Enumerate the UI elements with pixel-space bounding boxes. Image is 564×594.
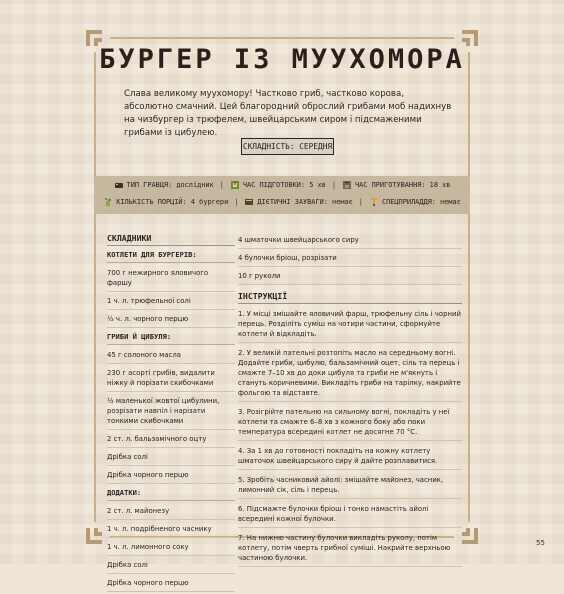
info-dietary-label: ДІЄТИЧНІ ЗАУВАГИ: немає (257, 198, 353, 206)
tools-icon (369, 197, 379, 207)
ingredient-item: 700 г нежирного яловичого фаршу (107, 266, 235, 292)
ingredient-item: Дрібка чорного перцю (107, 468, 235, 484)
info-separator: | (358, 198, 363, 206)
info-prep-time-label: ЧАС ПІДГОТОВКИ: 5 хв (242, 181, 326, 189)
info-row-1 (94, 180, 470, 190)
frame-top-line (110, 37, 454, 39)
servings-icon (103, 197, 113, 207)
info-separator: | (234, 198, 239, 206)
ingredient-item: Дрібка солі (107, 450, 235, 466)
instructions-heading: ІНСТРУКЦІЇ (238, 291, 462, 304)
info-servings (103, 197, 228, 207)
info-gamer-type-label: ТИП ГРАВЦЯ: дослідник (126, 181, 214, 189)
ingredient-item: Дрібка чорного перцю (107, 576, 235, 592)
ingredient-item: ½ ч. л. чорного перцю (107, 312, 235, 328)
ingredient-item: 230 г асорті грибів, видалити ніжку й порізати скибочками (107, 366, 235, 392)
info-tools (369, 197, 461, 207)
instruction-step: 7. На нижню частину булочки викладіть руколу, потім котлету, потім чверть грибної суміші. Накрийте верхньою частиною булочки. (238, 532, 462, 567)
info-separator: | (219, 181, 224, 189)
info-dietary (244, 197, 352, 207)
info-separator: | (331, 181, 336, 189)
ingredient-item: 45 г солоного масла (107, 348, 235, 364)
instruction-step: 3. Розігрійте пательню на сильному вогні, покладіть у неї котлети та смажте 6–8 хв з кожного боку або поки температура всередині котлет не досягне 70 °С. (238, 406, 462, 441)
ingredient-item: ½ маленької жовтої цибулини, розрізати навпіл і нарізати тонкими скибочками (107, 394, 235, 430)
instruction-step: 1. У місці змішайте яловичий фарш, трюфельну сіль і чорний перець. Розділіть суміш на чотири частини, сформуйте котлети й відкладіть. (238, 308, 462, 343)
info-row-2 (94, 197, 470, 207)
mushrooms-subheading: ГРИБИ Й ЦИБУЛЯ: (107, 332, 235, 345)
recipe-title: БУРГЕР ІЗ МУУХОМОРА (99, 44, 465, 75)
ingredient-item: 2 ст. л. бальзамічного оцту (107, 432, 235, 448)
gamer-type-icon (114, 180, 124, 190)
clock-icon (230, 180, 240, 190)
info-cook-time (342, 180, 450, 190)
info-prep-time (230, 180, 326, 190)
ingredients-column (107, 233, 235, 594)
difficulty-badge: СКЛАДНІСТЬ: СЕРЕДНЯ (241, 138, 334, 155)
instruction-step: 6. Підсмажте булочки бріош і тонко намастіть айолі всередині кожної булочки. (238, 503, 462, 528)
instruction-step: 2. У великій пательні розтопіть масло на середньому вогні. Додайте гриби, цибулю, бальзамічний оцет, сіль та перець і смажте 7–10 хв до доки цибуля та гриби не м'якнуть і стануть коричневими. Викладіть гриби на тарілку, накрийте фольгою та відставте. (238, 347, 462, 402)
ingredient-item: 10 г руколи (238, 269, 462, 285)
info-servings-label: КІЛЬКІСТЬ ПОРЦІЙ: 4 бургери (116, 198, 229, 206)
instruction-step: 5. Зробіть часниковий айолі: змішайте майонез, часник, лимонний сік, сіль і перець. (238, 474, 462, 499)
furnace-icon (342, 180, 352, 190)
frame-left-line (94, 52, 96, 522)
ingredient-item: 4 булочки бріош, розрізати (238, 251, 462, 267)
ingredient-item: Дрібка солі (107, 558, 235, 574)
recipe-intro: Слава великому мууxомору! Частково гриб, частково корова, абсолютно смачний. Цей благородний оброслий грибами моб надихнув на чизбургер із трюфелем, швейцарським сиром і підсмаженими грибами із цибулею. (124, 89, 452, 138)
ingredient-item: 1 ч. л. подрібненого часнику (107, 522, 235, 538)
info-cook-time-label: ЧАС ПРИГОТУВАННЯ: 18 хв (355, 181, 451, 189)
frame-right-line (468, 52, 470, 522)
ingredient-item: 1 ч. л. лимонного соку (107, 540, 235, 556)
book-icon (244, 197, 254, 207)
page-number: 55 (536, 539, 545, 547)
ingredient-item: 1 ч. л. трюфельної солі (107, 294, 235, 310)
burgers-subheading: КОТЛЕТИ ДЛЯ БУРГЕРІВ: (107, 250, 235, 263)
ingredient-item: 2 ст. л. майонезу (107, 504, 235, 520)
instructions-column (238, 233, 462, 571)
extras-subheading: ДОДАТКИ: (107, 488, 235, 501)
instruction-step: 4. За 1 хв до готовності покладіть на кожну котлету шматочок швейцарського сиру й дайте розплавитися. (238, 445, 462, 470)
info-gamer-type (114, 180, 214, 190)
ingredient-item: 4 шматочки швейцарського сиру (238, 233, 462, 249)
ingredients-heading: СКЛАДНИКИ (107, 233, 235, 246)
info-tools-label: СПЕЦПРИЛАДДЯ: немає (381, 198, 461, 206)
